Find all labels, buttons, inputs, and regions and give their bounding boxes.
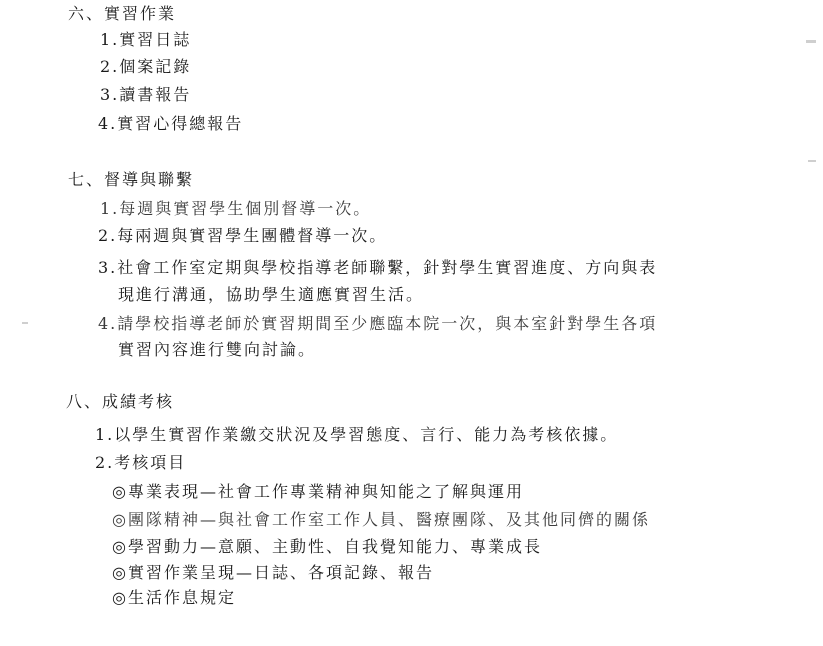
section-7-item-3: 3.社會工作室定期與學校指導老師聯繫，針對學生實習進度、方向與表 [98,258,658,277]
section-7-item-4-continued: 實習內容進行雙向討論。 [118,340,317,359]
assessment-item-4: ◎實習作業呈現—日誌、各項記錄、報告 [112,563,434,582]
section-7-heading: 七、督導與聯繫 [68,170,195,189]
section-7-item-1: 1.每週與實習學生個別督導一次。 [100,199,372,218]
assessment-item-5: ◎生活作息規定 [112,588,236,607]
assessment-item-3: ◎學習動力—意願、主動性、自我覺知能力、專業成長 [112,537,542,556]
section-6-item-2: 2.個案記錄 [100,57,192,76]
assessment-item-1: ◎專業表現—社會工作專業精神與知能之了解與運用 [112,482,524,501]
section-8-heading: 八、成績考核 [66,392,175,411]
scan-artifact [806,40,816,43]
section-6-item-4: 4.實習心得總報告 [98,114,244,133]
section-8-item-1: 1.以學生實習作業繳交狀況及學習態度、言行、能力為考核依據。 [95,425,619,444]
section-6-item-1: 1.實習日誌 [100,30,192,49]
scan-artifact [22,322,28,324]
section-7-item-3-continued: 現進行溝通，協助學生適應實習生活。 [118,285,425,304]
section-6-item-3: 3.讀書報告 [100,85,192,104]
section-6-heading: 六、實習作業 [68,4,177,23]
scan-artifact [808,160,816,162]
assessment-item-2: ◎團隊精神—與社會工作室工作人員、醫療團隊、及其他同儕的關係 [112,510,650,529]
section-7-item-2: 2.每兩週與實習學生團體督導一次。 [98,226,388,245]
section-8-item-2: 2.考核項目 [95,453,187,472]
section-7-item-4: 4.請學校指導老師於實習期間至少應臨本院一次，與本室針對學生各項 [98,314,658,333]
